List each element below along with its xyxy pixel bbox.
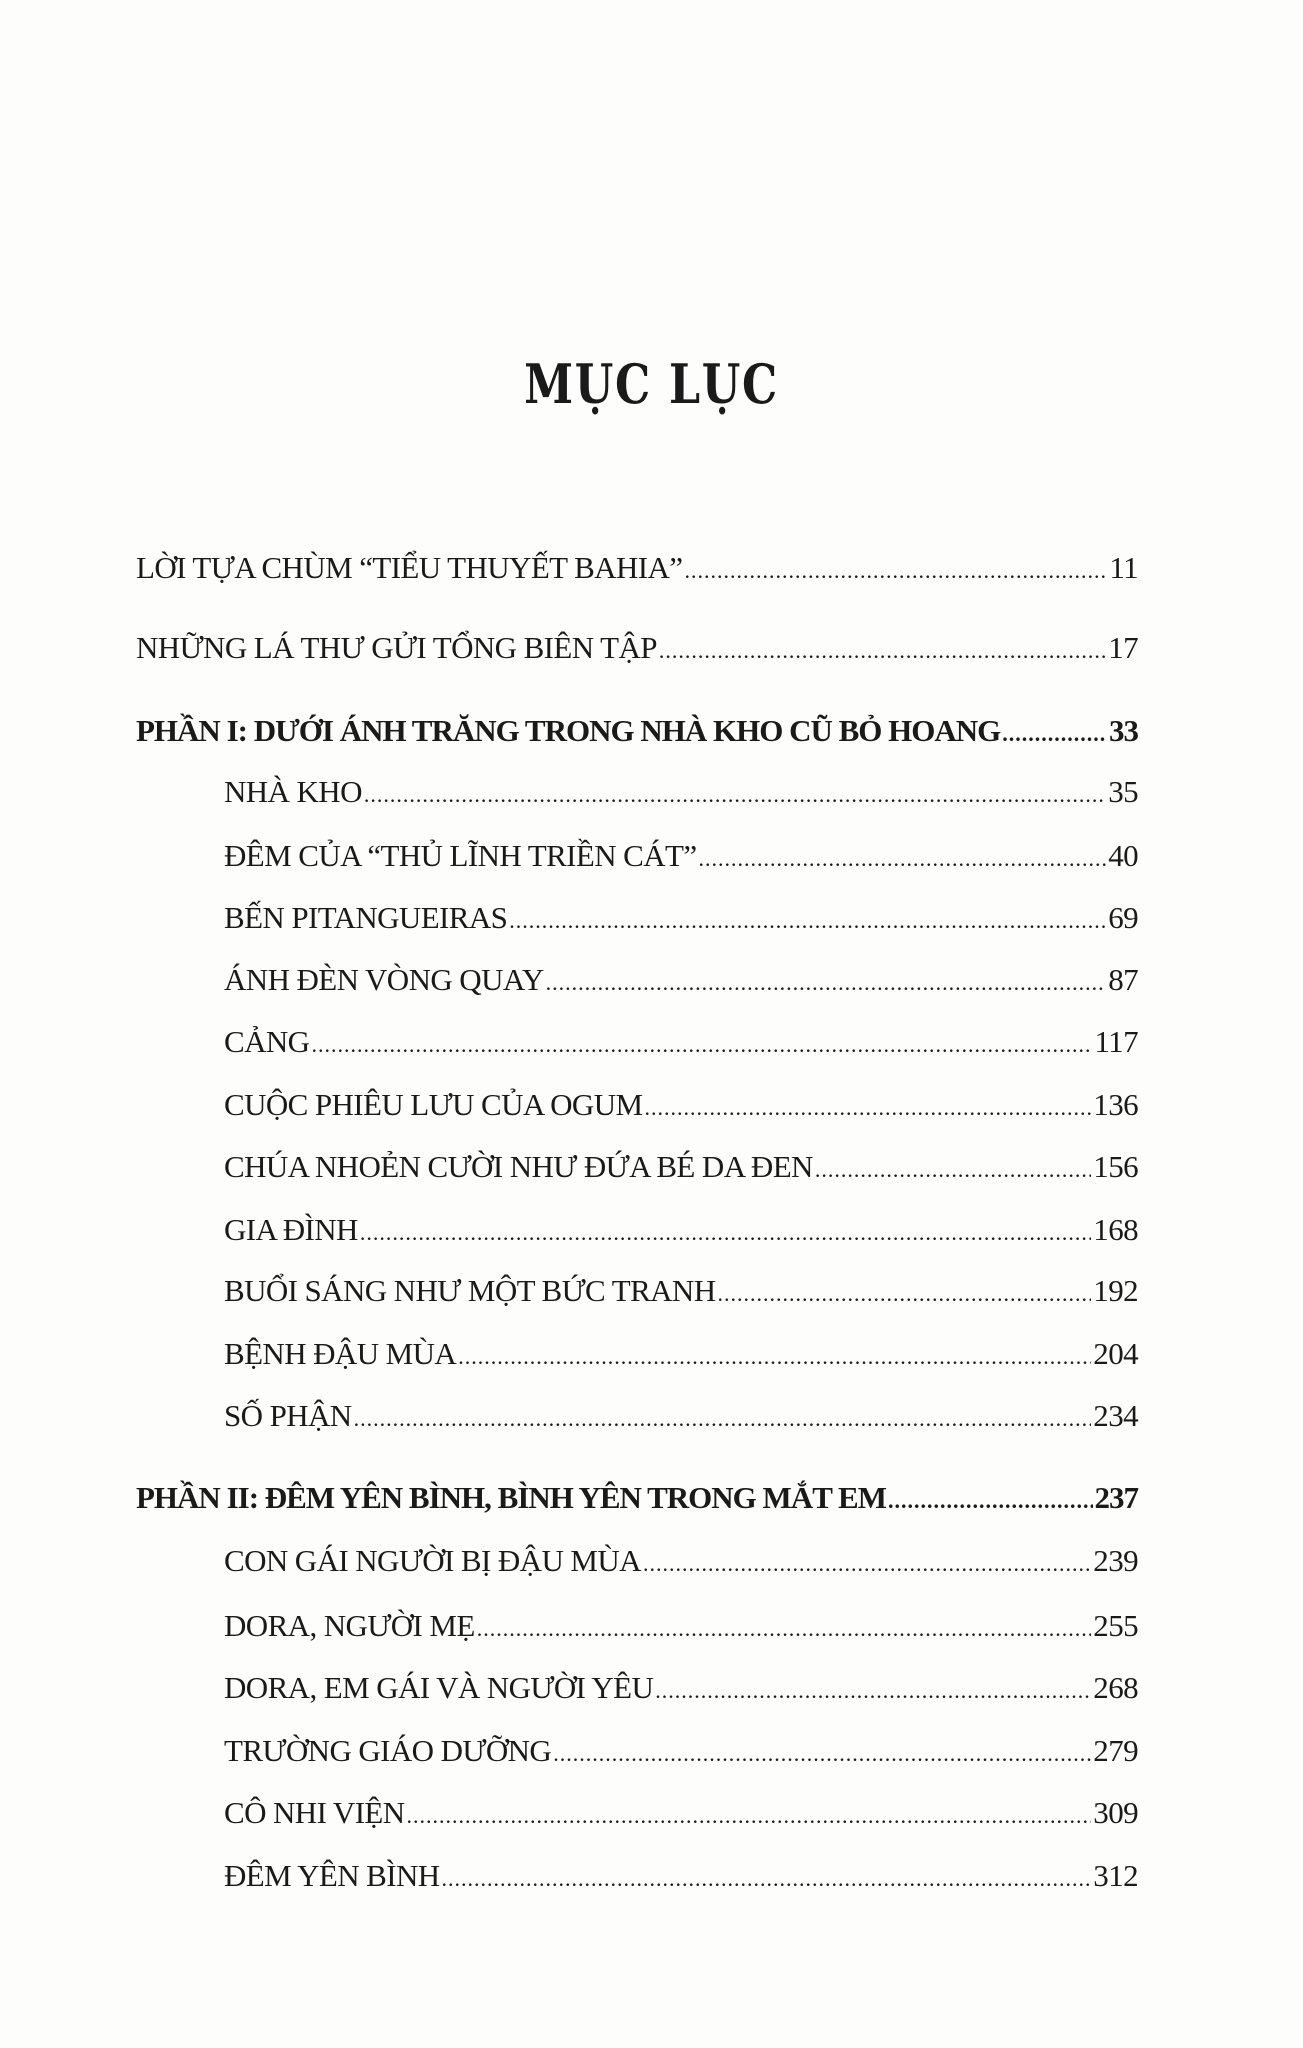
toc-entry: [224, 1398, 1138, 1438]
toc-label: CON GÁI NGƯỜI BỊ ĐẬU MÙA: [224, 1543, 641, 1578]
toc-label: DORA, EM GÁI VÀ NGƯỜI YÊU: [224, 1670, 654, 1705]
toc-label: ĐÊM CỦA “THỦ LĨNH TRIỀN CÁT”: [224, 838, 697, 873]
dot-leader: [888, 1488, 1093, 1514]
toc-page: 255: [1093, 1608, 1138, 1643]
toc-page: 136: [1093, 1087, 1138, 1122]
page-title: MỤC LỤC: [524, 352, 779, 416]
dot-leader: [655, 1678, 1091, 1704]
toc-page: 117: [1094, 1024, 1138, 1059]
toc-label: LỜI TỰA CHÙM “TIỂU THUYẾT BAHIA”: [136, 550, 683, 585]
toc-page: 69: [1108, 900, 1138, 935]
toc-page: 268: [1093, 1670, 1138, 1705]
toc-page: 156: [1093, 1149, 1138, 1184]
toc-label: NHÀ KHO: [224, 774, 362, 809]
toc-entry: [224, 838, 1138, 878]
toc-entry: [224, 1858, 1138, 1898]
dot-leader: [553, 1741, 1091, 1767]
toc-label: CHÚA NHOẺN CƯỜI NHƯ ĐỨA BÉ DA ĐEN: [224, 1149, 813, 1184]
toc-part-entry: [136, 1480, 1138, 1520]
toc-page: 40: [1108, 838, 1138, 873]
toc-entry: [136, 550, 1138, 590]
dot-leader: [458, 1344, 1091, 1370]
dot-leader: [718, 1281, 1092, 1307]
toc-page: 168: [1093, 1212, 1138, 1247]
toc-entry: [224, 1670, 1138, 1710]
dot-leader: [364, 782, 1106, 808]
toc-entry: [224, 962, 1138, 1002]
toc-page: 312: [1093, 1858, 1138, 1893]
toc-entry: [224, 1733, 1138, 1773]
toc-entry: [224, 1336, 1138, 1376]
dot-leader: [546, 970, 1107, 996]
toc-page: 11: [1109, 550, 1138, 585]
toc-label: BẾN PITANGUEIRAS: [224, 900, 508, 935]
toc-entry: [224, 1608, 1138, 1648]
toc-page: 87: [1108, 962, 1138, 997]
toc-page: 192: [1093, 1273, 1138, 1308]
toc-label: CẢNG: [224, 1024, 310, 1059]
toc-label: NHỮNG LÁ THƯ GỬI TỔNG BIÊN TẬP: [136, 630, 657, 665]
toc-page: 35: [1108, 774, 1138, 809]
dot-leader: [477, 1616, 1092, 1642]
toc-entry: [136, 630, 1138, 670]
dot-leader: [354, 1406, 1092, 1432]
toc-page: 17: [1108, 630, 1138, 665]
toc-page: 309: [1093, 1795, 1138, 1830]
toc-label: BUỔI SÁNG NHƯ MỘT BỨC TRANH: [224, 1273, 716, 1308]
dot-leader: [442, 1866, 1092, 1892]
toc-label: SỐ PHẬN: [224, 1398, 352, 1433]
toc-entry: [224, 1087, 1138, 1127]
toc-page: 234: [1093, 1398, 1138, 1433]
toc-label: GIA ĐÌNH: [224, 1212, 358, 1247]
dot-leader: [407, 1803, 1092, 1829]
toc-label: PHẦN I: DƯỚI ÁNH TRĂNG TRONG NHÀ KHO CŨ BỎ HOANG: [136, 713, 1001, 748]
toc-label: CÔ NHI VIỆN: [224, 1795, 405, 1830]
dot-leader: [360, 1220, 1091, 1246]
toc-page: 204: [1093, 1336, 1138, 1371]
toc-entry: [224, 1024, 1138, 1064]
toc-label: ÁNH ĐÈN VÒNG QUAY: [224, 962, 544, 997]
toc-label: BỆNH ĐẬU MÙA: [224, 1336, 457, 1371]
toc-entry: [224, 1149, 1138, 1189]
toc-entry: [224, 1543, 1138, 1583]
dot-leader: [509, 908, 1106, 934]
dot-leader: [699, 846, 1107, 872]
toc-entry: [224, 900, 1138, 940]
dot-leader: [815, 1157, 1091, 1183]
toc-part-entry: [136, 713, 1138, 753]
toc-label: CUỘC PHIÊU LƯU CỦA OGUM: [224, 1087, 643, 1122]
toc-page: 239: [1093, 1543, 1138, 1578]
dot-leader: [1002, 721, 1107, 747]
toc-entry: [224, 1795, 1138, 1835]
toc-entry: [224, 1273, 1138, 1313]
toc-page: 33: [1109, 713, 1138, 748]
dot-leader: [643, 1551, 1091, 1577]
toc-label: DORA, NGƯỜI MẸ: [224, 1608, 475, 1643]
dot-leader: [644, 1095, 1091, 1121]
toc-entry: [224, 1212, 1138, 1252]
dot-leader: [311, 1032, 1092, 1058]
toc-label: TRƯỜNG GIÁO DƯỠNG: [224, 1733, 552, 1768]
toc-label: PHẦN II: ĐÊM YÊN BÌNH, BÌNH YÊN TRONG MẮT EM: [136, 1480, 886, 1515]
dot-leader: [684, 558, 1107, 584]
toc-page: 279: [1093, 1733, 1138, 1768]
toc-page: 237: [1094, 1480, 1138, 1515]
dot-leader: [659, 638, 1106, 664]
toc-label: ĐÊM YÊN BÌNH: [224, 1858, 440, 1893]
toc-entry: [224, 774, 1138, 814]
